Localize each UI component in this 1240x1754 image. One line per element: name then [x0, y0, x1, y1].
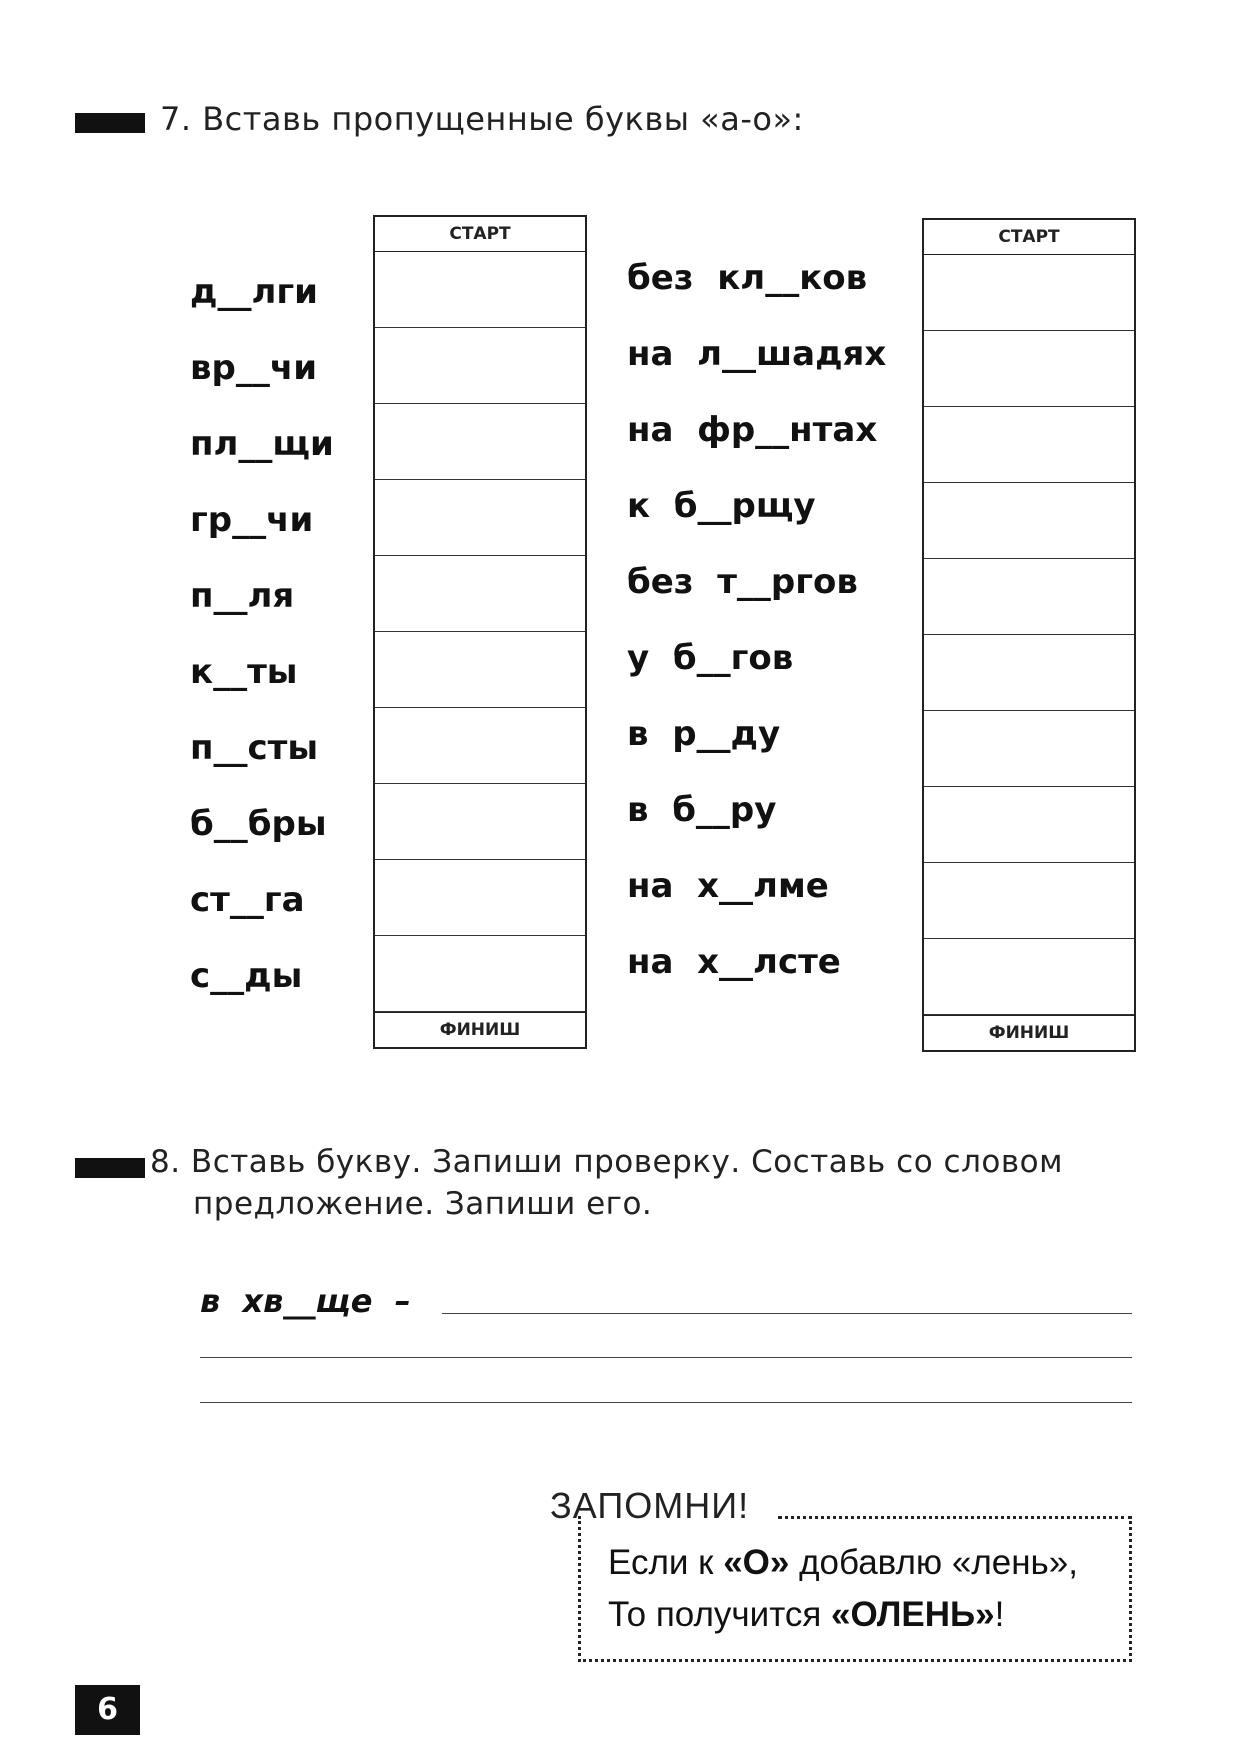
- remember-line2: То получится «ОЛЕНЬ»!: [608, 1595, 1005, 1634]
- remember-title: ЗАПОМНИ!: [550, 1485, 750, 1526]
- right-ladder-finish: ФИНИШ: [924, 1015, 1134, 1050]
- right-ladder-start: СТАРТ: [924, 220, 1134, 255]
- task8-title-line1: 8. Вставь букву. Запиши проверку. Составь со словом: [150, 1144, 1063, 1180]
- right-ladder-cell[interactable]: [924, 787, 1134, 863]
- task8-example-word: в хв__ще –: [200, 1282, 411, 1320]
- remember-box: [578, 1516, 1132, 1662]
- right-word: на л__шадях: [627, 334, 887, 374]
- right-word: к б__рщу: [627, 486, 816, 526]
- left-ladder-cell[interactable]: [375, 556, 585, 632]
- right-word: в р__ду: [627, 714, 781, 754]
- right-ladder-cell[interactable]: [924, 863, 1134, 939]
- left-word: п__сты: [190, 728, 319, 768]
- right-ladder-cell[interactable]: [924, 407, 1134, 483]
- right-word: на х__лсте: [627, 942, 841, 982]
- left-word: с__ды: [190, 956, 303, 996]
- remember-line1: Если к «О» добавлю «лень»,: [608, 1543, 1078, 1582]
- answer-line[interactable]: [442, 1313, 1132, 1314]
- left-word: гр__чи: [190, 500, 314, 540]
- left-word: п__ля: [190, 576, 295, 616]
- left-word: вр__чи: [190, 348, 318, 388]
- left-word: пл__щи: [190, 424, 334, 464]
- right-word: на х__лме: [627, 866, 829, 906]
- left-word: д__лги: [190, 272, 318, 312]
- left-ladder-cell[interactable]: [375, 632, 585, 708]
- task7-title: 7. Вставь пропущенные буквы «а-о»:: [160, 100, 804, 138]
- right-word: без т__ргов: [627, 562, 858, 602]
- left-ladder-cell[interactable]: [375, 404, 585, 480]
- left-ladder-start: СТАРТ: [375, 217, 585, 252]
- right-ladder-cell[interactable]: [924, 635, 1134, 711]
- right-word: в б__ру: [627, 790, 777, 830]
- right-ladder-cell[interactable]: [924, 559, 1134, 635]
- task8-title-line2: предложение. Запиши его.: [193, 1186, 653, 1222]
- left-ladder-finish: ФИНИШ: [375, 1012, 585, 1047]
- answer-line[interactable]: [200, 1402, 1132, 1403]
- right-ladder-cell[interactable]: [924, 331, 1134, 407]
- right-word: без кл__ков: [627, 258, 868, 298]
- task8-marker: [75, 1158, 145, 1178]
- left-ladder-cell[interactable]: [375, 252, 585, 328]
- left-word: ст__га: [190, 880, 305, 920]
- task7-marker: [75, 113, 145, 133]
- left-word: б__бры: [190, 804, 327, 844]
- left-ladder-cell[interactable]: [375, 860, 585, 936]
- left-ladder-cell[interactable]: [375, 936, 585, 1012]
- answer-line[interactable]: [200, 1357, 1132, 1358]
- right-ladder-cell[interactable]: [924, 255, 1134, 331]
- left-ladder-cell[interactable]: [375, 480, 585, 556]
- right-ladder-cell[interactable]: [924, 483, 1134, 559]
- right-ladder-cell[interactable]: [924, 939, 1134, 1015]
- page-number: 6: [75, 1685, 140, 1735]
- left-ladder-cell[interactable]: [375, 784, 585, 860]
- left-word: к__ты: [190, 652, 298, 692]
- right-word: на фр__нтах: [627, 410, 878, 450]
- right-ladder: [922, 218, 1136, 1052]
- right-ladder-cell[interactable]: [924, 711, 1134, 787]
- left-ladder-cell[interactable]: [375, 708, 585, 784]
- left-ladder: [373, 215, 587, 1049]
- right-word: у б__гов: [627, 638, 794, 678]
- left-ladder-cell[interactable]: [375, 328, 585, 404]
